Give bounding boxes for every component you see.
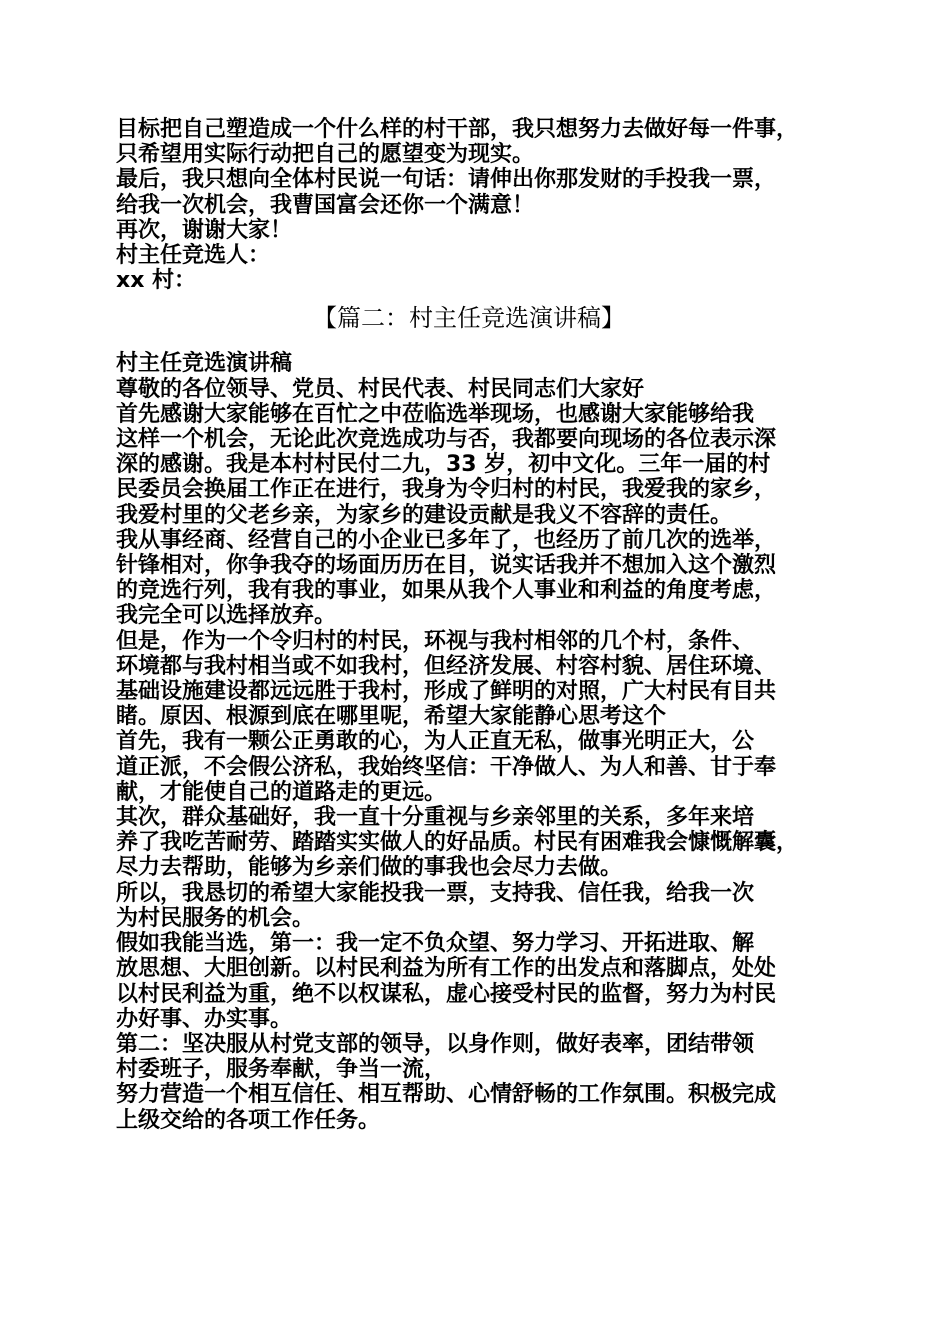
intro-text-line: 最后，我只想向全体村民说一句话：请伸出你那发财的手投我一票，	[116, 167, 777, 193]
speech-text-line: 养了我吃苦耐劳、踏踏实实做人的好品质。村民有困难我会慷慨解囊，	[116, 830, 799, 856]
speech-text-line: 环境都与我村相当或不如我村，但经济发展、村容村貌、居住环境、	[116, 653, 777, 679]
speech-text-line: 办好事、办实事。	[116, 1006, 293, 1032]
speech-text-line: 所以，我恳切的希望大家能投我一票，支持我、信任我，给我一次	[116, 880, 755, 906]
intro-text-line: xx 村：	[116, 268, 197, 294]
speech-text-line: 上级交给的各项工作任务。	[116, 1107, 381, 1133]
speech-block	[116, 351, 852, 1132]
speech-text-line: 尽力去帮助，能够为乡亲们做的事我也会尽力去做。	[116, 855, 623, 881]
speech-text-line: 努力营造一个相互信任、相互帮助、心情舒畅的工作氛围。积极完成	[116, 1082, 777, 1108]
speech-text-line: 但是，作为一个令归村的村民，环视与我村相邻的几个村，条件、	[116, 628, 755, 654]
speech-text-line: 我从事经商、经营自己的小企业已多年了，也经历了前几次的选举，	[116, 527, 777, 553]
speech-text-line: 我爱村里的父老乡亲，为家乡的建设贡献是我义不容辞的责任。	[116, 502, 733, 528]
speech-text-line: 放思想、大胆创新。以村民利益为所有工作的出发点和落脚点，处处	[116, 956, 777, 982]
intro-block	[116, 117, 852, 293]
intro-text-line: 村主任竞选人：	[116, 243, 271, 269]
speech-text-line: 针锋相对，你争我夺的场面历历在目，说实话我并不想加入这个激烈	[116, 553, 777, 579]
speech-text-line: 首先，我有一颗公正勇敢的心，为人正直无私，做事光明正大，公	[116, 729, 755, 755]
speech-text-line: 民委员会换届工作正在进行，我身为令归村的村民，我爱我的家乡，	[116, 477, 777, 503]
speech-text-line: 深的感谢。我是本村村民付二九，33 岁，初中文化。三年一届的村	[116, 452, 771, 478]
speech-text-line: 为村民服务的机会。	[116, 905, 315, 931]
speech-text-line: 村委班子，服务奉献，争当一流，	[116, 1057, 447, 1083]
intro-text-line: 目标把自己塑造成一个什么样的村干部，我只想努力去做好每一件事，	[116, 117, 799, 142]
speech-text-line: 尊敬的各位领导、党员、村民代表、村民同志们大家好	[116, 376, 645, 402]
speech-text-line: 第二：坚决服从村党支部的领导，以身作则，做好表率，团结带领	[116, 1031, 755, 1057]
intro-text-line: 给我一次机会，我曹国富会还你一个满意！	[116, 192, 535, 218]
speech-text-line: 这样一个机会，无论此次竞选成功与否，我都要向现场的各位表示深	[116, 427, 777, 453]
section-title: 【篇二：村主任竞选演讲稿】	[313, 304, 625, 333]
speech-text-line: 基础设施建设都远远胜于我村，形成了鲜明的对照，广大村民有目共	[116, 679, 777, 705]
intro-text-line: 再次，谢谢大家！	[116, 217, 293, 243]
speech-text-line: 睹。原因、根源到底在哪里呢，希望大家能静心思考这个	[116, 704, 667, 730]
speech-text-line: 假如我能当选，第一：我一定不负众望、努力学习、开拓进取、解	[116, 931, 755, 957]
speech-text-line: 我完全可以选择放弃。	[116, 603, 337, 629]
speech-text-line: 首先感谢大家能够在百忙之中莅临选举现场，也感谢大家能够给我	[116, 401, 755, 427]
speech-text-line: 村主任竞选演讲稿	[116, 351, 293, 377]
speech-text-line: 其次，群众基础好，我一直十分重视与乡亲邻里的关系，多年来培	[116, 805, 755, 831]
speech-text-line: 道正派，不会假公济私，我始终坚信：干净做人、为人和善、甘于奉	[116, 754, 777, 780]
speech-text-line: 以村民利益为重，绝不以权谋私，虚心接受村民的监督，努力为村民	[116, 981, 777, 1007]
speech-text-line: 献，才能使自己的道路走的更远。	[116, 779, 447, 805]
intro-text-line: 只希望用实际行动把自己的愿望变为现实。	[116, 142, 535, 168]
document-page	[116, 117, 852, 1133]
speech-text-line: 的竞选行列，我有我的事业，如果从我个人事业和利益的角度考虑，	[116, 578, 777, 604]
